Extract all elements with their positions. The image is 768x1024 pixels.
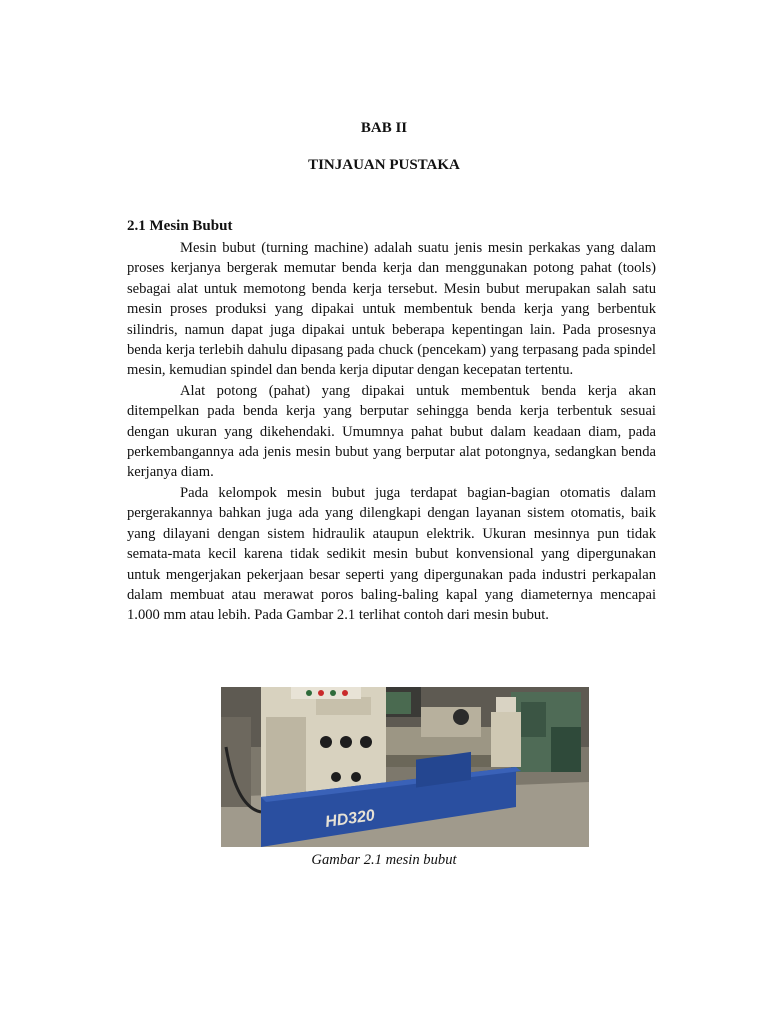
paragraph-3: Pada kelompok mesin bubut juga terdapat bagian-bagian otomatis dalam pergerakannya bahkan juga ada yang dilengkapi dengan layanan sistem otomatis, baik yang dilayani dengan sistem hidraulik ataupun elektrik. Ukuran mesinnya pun tidak semata-mata kecil karena tidak sedikit mesin bubut konvensional yang dipergunakan untuk mengerjakan pekerjaan besar seperti yang dipergunakan pada industri perkapalan dalam membuat atau merawat poros baling-baling kapal yang diameternya mencapai 1.000 mm atau lebih. Pada Gambar 2.1 terlihat contoh dari mesin bubut. [127,484,656,624]
lathe-illustration [221,687,589,847]
lathe-machine-photo [221,687,589,847]
chapter-title: TINJAUAN PUSTAKA [308,157,460,173]
machine-model-label: HD320 [324,807,376,831]
figure-caption: Gambar 2.1 mesin bubut [311,852,457,868]
section-heading: 2.1 Mesin Bubut [127,218,233,234]
chapter-number: BAB II [360,120,408,136]
paragraph-1: Mesin bubut (turning machine) adalah suatu jenis mesin perkakas yang dalam proses kerjanya bergerak memutar benda kerja dan menggunakan potong pahat (tools) sebagai alat untuk memotong benda kerja tersebut. Mesin bubut merupakan salah satu mesin proses produksi yang dipakai untuk membentuk benda kerja yang berbentuk silindris, namun dapat juga dipakai untuk beberapa kepentingan lain. Pada prosesnya benda kerja terlebih dahulu dipasang pada chuck (pencekam) yang terpasang pada spindel mesin, kemudian spindel dan benda kerja diputar dengan kecepatan tertentu. [127,240,656,379]
paragraph-2: Alat potong (pahat) yang dipakai untuk membentuk benda kerja akan ditempelkan pada benda kerja yang berputar sehingga benda kerja terbentuk sesuai dengan ukuran yang dikehendaki. Umumnya pahat bubut dalam keadaan diam, pada perkembangannya ada jenis mesin bubut yang berputar alat potongnya, sedangkan benda kerjanya diam. [127,382,656,481]
body-text [127,238,656,626]
